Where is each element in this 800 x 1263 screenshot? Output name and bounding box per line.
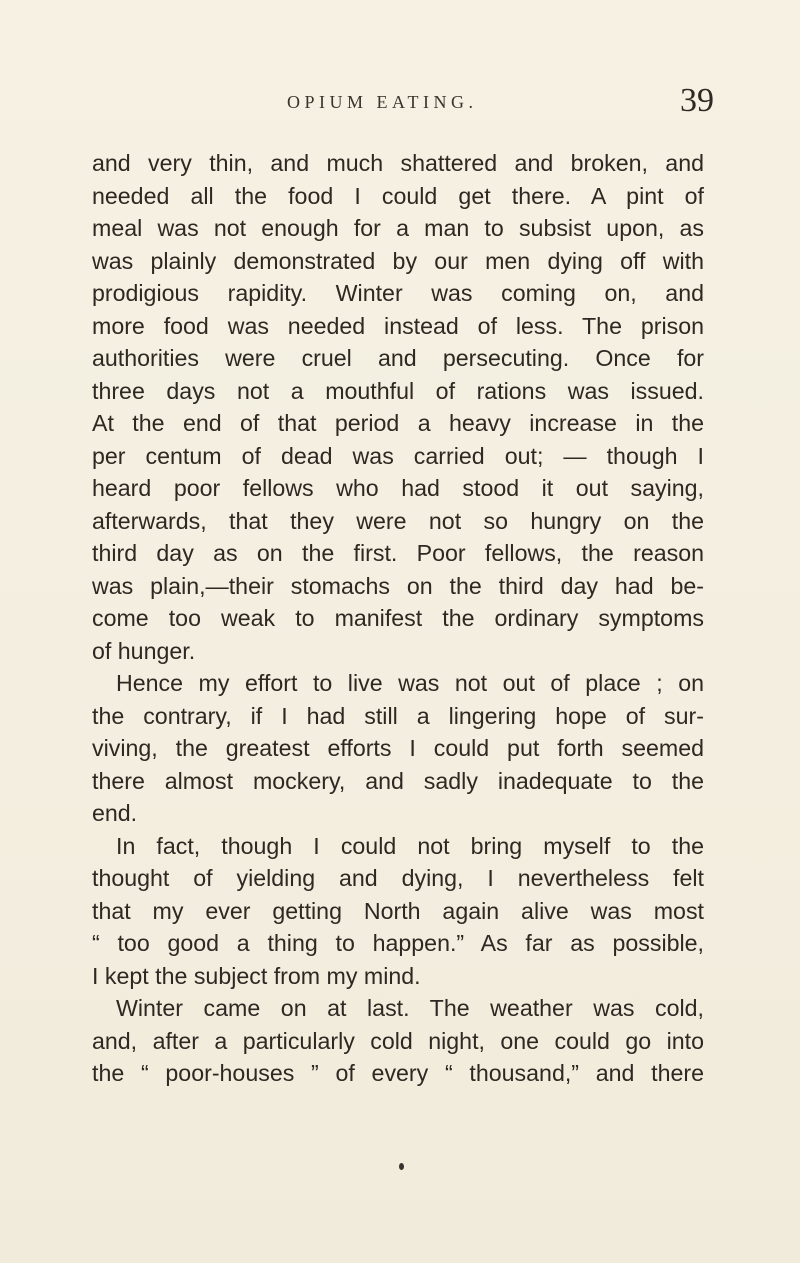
text-line: heard poor fellows who had stood it out saying, xyxy=(92,475,704,501)
text-line: prodigious rapidity. Winter was coming on, and xyxy=(92,280,704,306)
page-number: 39 xyxy=(680,82,714,119)
text-line: At the end of that period a heavy increase in the xyxy=(92,410,704,436)
running-title: OPIUM EATING. xyxy=(287,92,478,112)
text-line: end. xyxy=(92,800,138,826)
text-line: Winter came on at last. The weather was cold, xyxy=(116,995,704,1021)
text-line: come too weak to manifest the ordinary symptoms xyxy=(92,605,704,631)
body-text xyxy=(92,147,704,1090)
text-line: of hunger. xyxy=(92,637,196,664)
text-line: the contrary, if I had still a lingering hope of sur- xyxy=(92,702,704,729)
text-line: authorities were cruel and persecuting. Once for xyxy=(92,345,704,371)
text-line: more food was needed instead of less. The prison xyxy=(92,312,704,339)
text-line: per centum of dead was carried out; — though I xyxy=(92,442,704,469)
text-line: was plainly demonstrated by our men dying off with xyxy=(92,247,704,274)
text-line: thought of yielding and dying, I nevertheless felt xyxy=(92,865,704,891)
text-line: was plain,—their stomachs on the third day had be- xyxy=(92,572,704,599)
ink-speck xyxy=(399,1163,404,1170)
text-line: afterwards, that they were not so hungry on the xyxy=(92,507,704,534)
text-line: viving, the greatest efforts I could put forth seemed xyxy=(92,735,704,761)
text-line: and very thin, and much shattered and broken, and xyxy=(92,150,704,176)
text-line: needed all the food I could get there. A pint of xyxy=(92,182,704,209)
text-line: third day as on the first. Poor fellows, the reason xyxy=(92,540,704,566)
text-line: meal was not enough for a man to subsist upon, as xyxy=(92,215,704,241)
text-line: In fact, though I could not bring myself to the xyxy=(116,832,704,859)
text-line: that my ever getting North again alive was most xyxy=(92,897,704,924)
text-line: there almost mockery, and sadly inadequate to the xyxy=(92,767,704,794)
text-line: three days not a mouthful of rations was issued. xyxy=(92,377,704,404)
running-header xyxy=(0,82,800,126)
text-line: Hence my effort to live was not out of place ; on xyxy=(116,670,704,696)
text-line: and, after a particularly cold night, one could go into xyxy=(92,1027,704,1054)
text-line: “ too good a thing to happen.” As far as possible, xyxy=(92,930,704,956)
text-line: I kept the subject from my mind. xyxy=(92,962,421,989)
text-line: the “ poor-houses ” of every “ thousand,” and there xyxy=(92,1060,704,1086)
